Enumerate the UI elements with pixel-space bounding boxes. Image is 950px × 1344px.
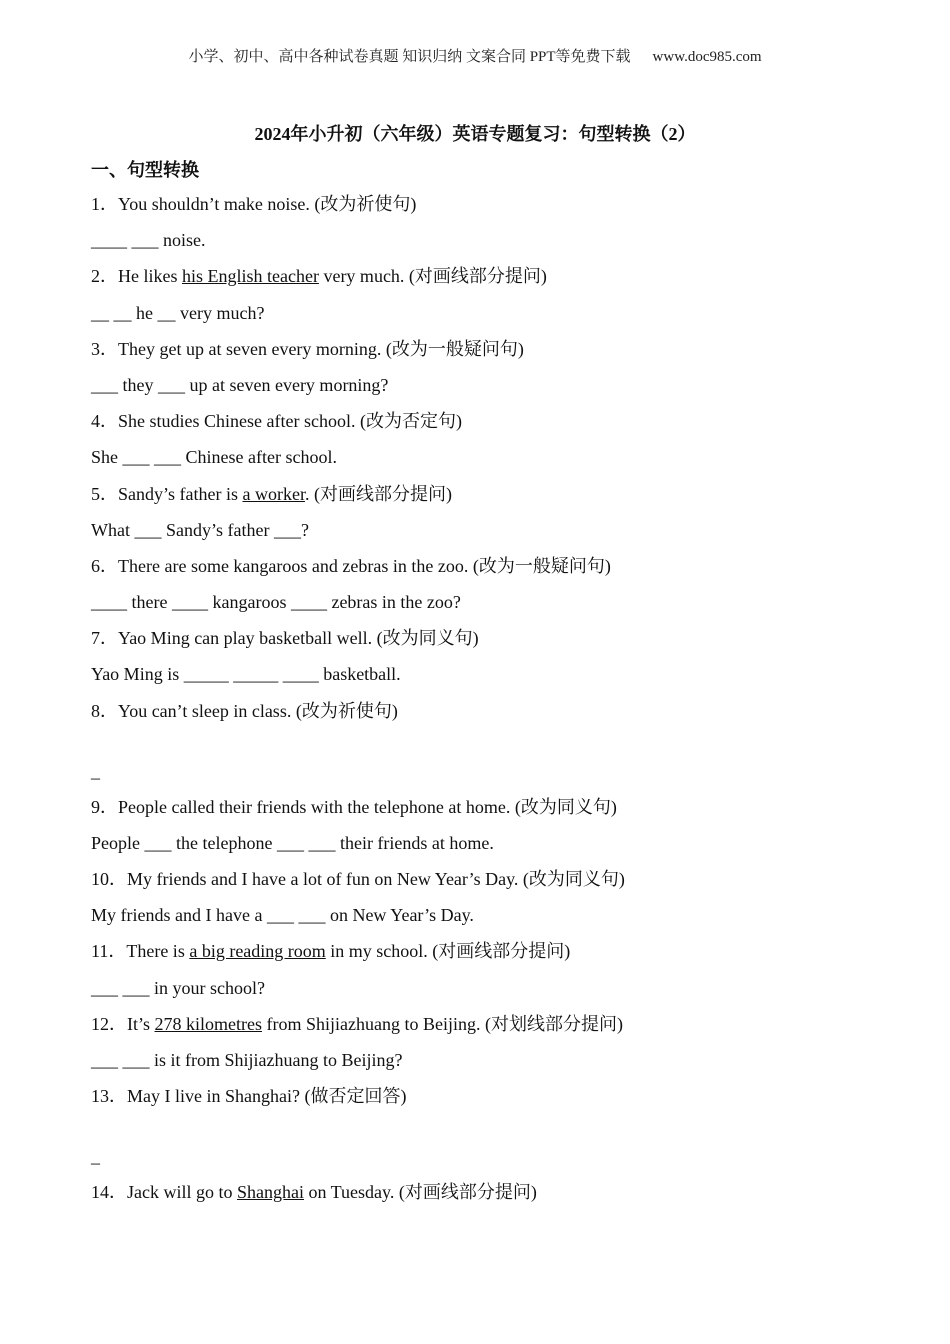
header-text: 小学、初中、高中各种试卷真题 知识归纳 文案合同 PPT等免费下载 [188,49,631,65]
text-segment: May I live in Shanghai? (做否定回答) [127,1086,407,1107]
text-segment: You can’t sleep in class. (改为祈使句) [118,700,398,721]
question-9 [91,795,891,831]
underlined-phrase: his English teacher [181,266,319,287]
page-title: 2024年小升初（六年级）英语专题复习：句型转换（2） [254,124,696,144]
text-segment: 6． [91,555,118,576]
text-segment: It’s [127,1013,155,1034]
text-segment: They get up at seven every morning. (改为一般疑问句) [118,338,524,359]
text-segment: People called their friends with the telephone at home. (改为同义句) [118,796,617,817]
question-11 [91,939,891,975]
answer-4: She ___ ___ Chinese after school. [91,447,337,468]
question-1 [91,192,891,228]
text-segment: He likes [118,266,182,287]
answer-11: ___ ___ in your school? [91,977,265,998]
text-segment: . (对画线部分提问) [304,483,452,504]
question-7 [91,626,891,662]
text-segment: She studies Chinese after school. (改为否定句) [118,411,462,432]
answer-3: ___ they ___ up at seven every morning? [91,374,389,395]
text-segment: 1． [91,194,118,214]
question-4 [91,409,891,445]
text-segment: 2． [91,266,118,287]
text-segment: on Tuesday. (对画线部分提问) [304,1182,537,1203]
text-segment: 8． [91,700,118,721]
text-segment: 14． [91,1182,127,1203]
text-segment: in my school. (对画线部分提问) [325,941,571,962]
question-10 [91,867,891,903]
question-list [91,192,891,1216]
underlined-phrase: Shanghai [237,1182,304,1203]
text-segment: 9． [91,796,118,817]
question-13 [91,1084,891,1144]
underlined-phrase: 278 kilometres [154,1013,262,1034]
question-2 [91,264,891,300]
text-segment: There are some kangaroos and zebras in the zoo. (改为一般疑问句) [118,555,611,576]
answer-12: ___ ___ is it from Shijiazhuang to Beijing? [91,1049,403,1070]
answer-2: __ __ he __ very much? [91,302,265,323]
page-header [0,45,950,66]
text-segment: There is [126,941,190,962]
question-12 [91,1012,891,1048]
text-segment: 10． [91,869,127,889]
text-segment: 13． [91,1086,127,1107]
underlined-phrase: a big reading room [189,941,326,962]
question-8 [91,699,891,759]
answer-10: My friends and I have a ___ ___ on New Year’s Day. [91,905,474,926]
answer-5: What ___ Sandy’s father ___? [91,519,309,540]
text-segment: 3． [91,338,118,359]
question-6 [91,554,891,590]
question-14 [91,1180,891,1216]
text-segment: You shouldn’t make noise. (改为祈使句) [118,194,417,214]
question-5 [91,482,891,518]
answer-6: ____ there ____ kangaroos ____ zebras in the zoo? [91,592,461,613]
text-segment: 5． [91,483,118,504]
text-segment: Jack will go to [127,1182,237,1203]
answer-7: Yao Ming is _____ _____ ____ basketball. [91,664,401,685]
question-3 [91,337,891,373]
answer-13: _ [91,1146,100,1167]
section-heading: 一、句型转换 [91,160,199,180]
text-segment: from Shijiazhuang to Beijing. (对划线部分提问) [262,1013,623,1034]
text-segment: Yao Ming can play basketball well. (改为同义句) [118,628,479,649]
text-segment: 4． [91,411,118,432]
answer-8: _ [91,760,100,781]
text-segment: 11． [91,941,127,962]
answer-9: People ___ the telephone ___ ___ their friends at home. [91,832,494,853]
text-segment: 12． [91,1013,127,1034]
text-segment: 7． [91,628,118,649]
underlined-phrase: a worker [242,483,305,504]
text-segment: My friends and I have a lot of fun on New Year’s Day. (改为同义句) [127,869,625,889]
text-segment: Sandy’s father is [118,483,243,504]
answer-1: ____ ___ noise. [91,230,206,251]
text-segment: very much. (对画线部分提问) [318,266,547,287]
header-site: www.doc985.com [652,49,762,65]
